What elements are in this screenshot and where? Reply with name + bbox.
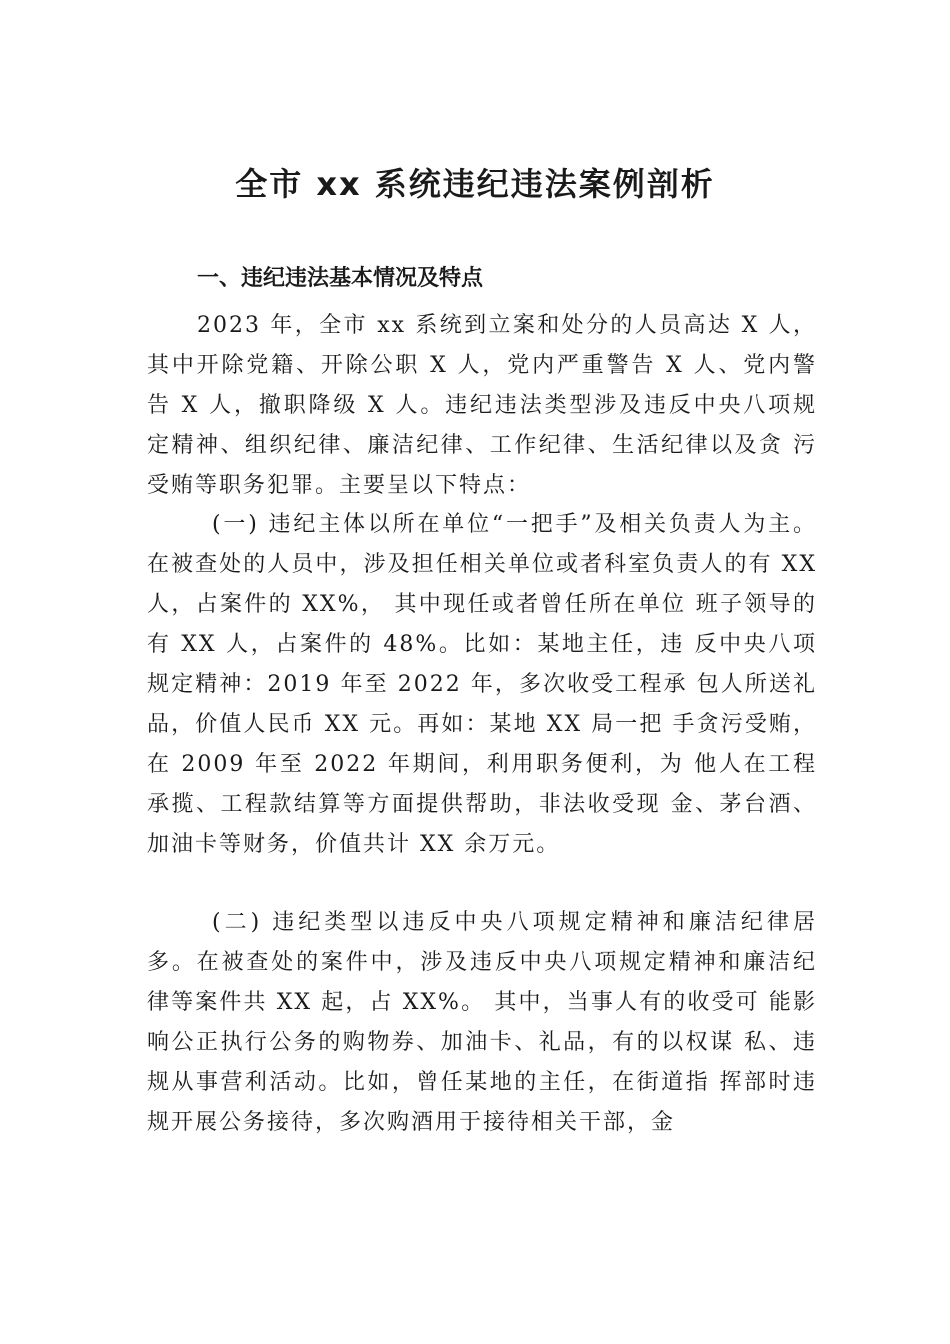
paragraph-feature-2: (二) 违纪类型以违反中央八项规定精神和廉洁纪律居多。在被查处的案件中，涉及违反中央八项规定精神和廉洁纪律等案件共 XX 起，占 XX%。 其中，当事人有的收受可 能影响公正执行公务的购物券、加油卡、礼品，有的以权谋 私、违规从事营利活动。比如，曾任某地的主任，在街道指 挥部时违规开展公务接待，多次购酒用于接待相关干部，金 (147, 910, 817, 1135)
paragraph-overview: 2023 年，全市 xx 系统到立案和处分的人员高达 X 人， 其中开除党籍、开除公职 X 人，党内严重警告 X 人、党内警 告 X 人，撤职降级 X 人。违纪违法类型涉及违反中央八项规 定精神、组织纪律、廉洁纪律、工作纪律、生活纪律以及贪 污受贿等职务犯罪。主要呈以下特点： (147, 313, 817, 498)
paragraph-feature-1: (一) 违纪主体以所在单位“一把手”及相关负责人为主。在被查处的人员中，涉及担任相关单位或者科室负责人的有 XX 人，占案件的 XX%， 其中现任或者曾任所在单位 班子领导的有 XX 人，占案件的 48%。比如：某地主任，违 反中央八项规定精神：2019 年至 2022 年，多次收受工程承 包人所送礼品，价值人民币 XX 元。再如：某地 XX 局一把 手贪污受贿，在 2009 年至 2022 年期间，利用职务便利，为 他人在工程承揽、工程款结算等方面提供帮助，非法收受现 金、茅台酒、加油卡等财务，价值共计 XX 余万元。 (147, 512, 817, 857)
document-title: 全市 xx 系统违纪违法案例剖析 (235, 165, 715, 203)
section-heading: 一、违纪违法基本情况及特点 (197, 266, 484, 291)
